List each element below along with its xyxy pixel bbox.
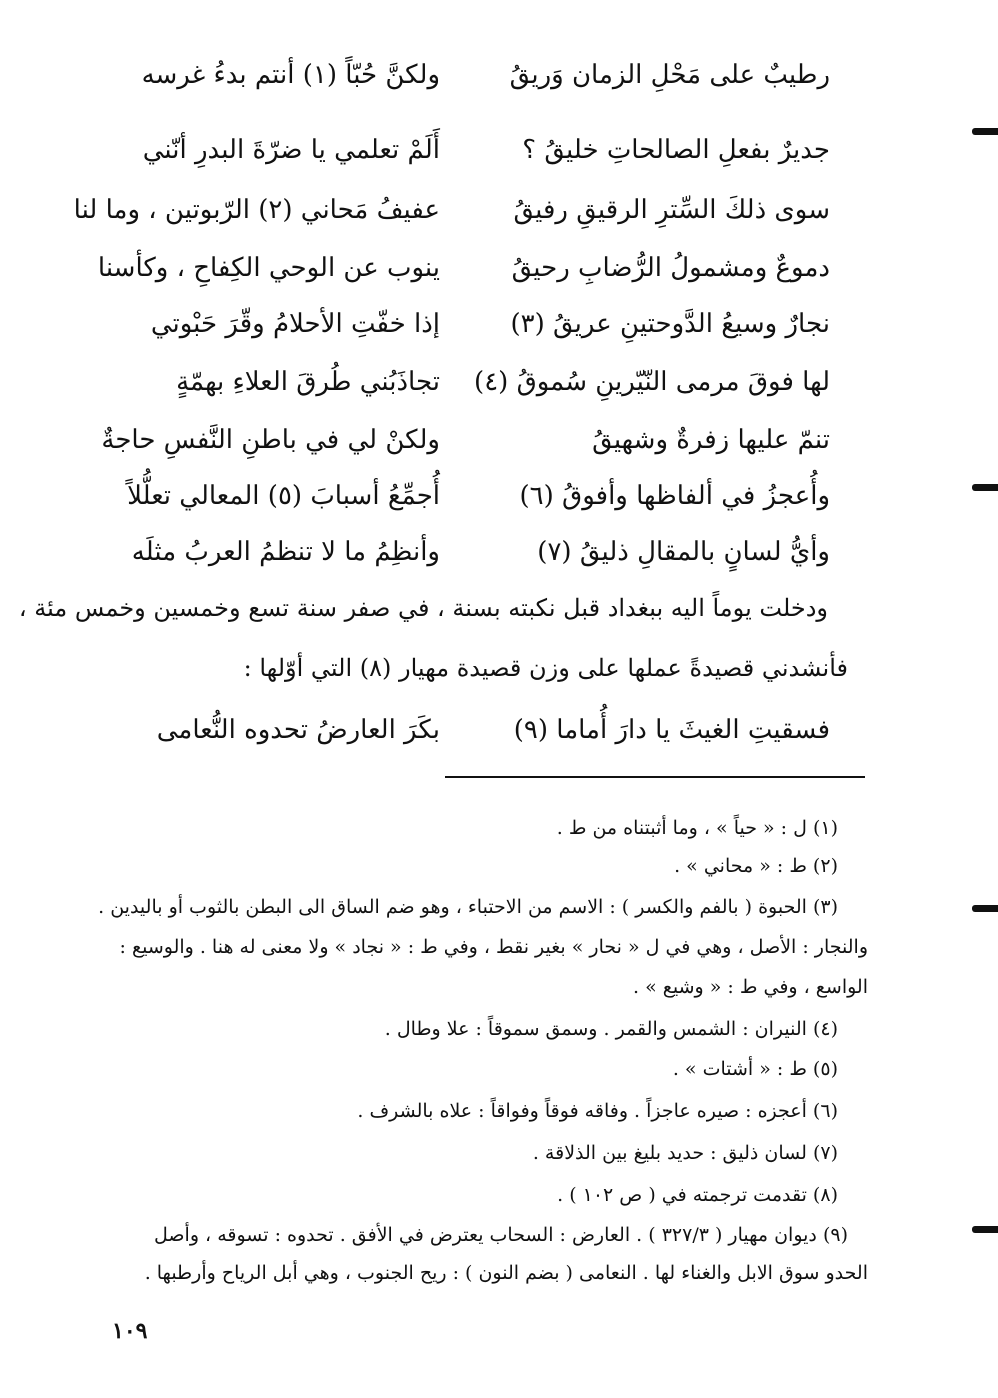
verse-first-hemistich: أُجمِّعُ أسبابَ (٥) المعالي تعلُّلاً — [127, 481, 440, 511]
verse-first-hemistich: وأنظِمُ ما لا تنظمُ العربُ مثلَه — [131, 537, 440, 567]
verse-line — [97, 238, 830, 298]
footnote: (٢) ط : « محاني » . — [674, 855, 838, 877]
quoted-verse — [110, 700, 830, 760]
binding-edge-mark — [972, 484, 998, 491]
verse-line — [73, 180, 830, 240]
verse-first-hemistich: ينوب عن الوحي الكِفاحِ ، وكأسنا — [97, 253, 440, 283]
verse-second-hemistich: سوى ذلكَ السِّترِ الرقيقِ رفيقُ — [513, 195, 830, 225]
verse-first-hemistich: إذا خفّتِ الأحلامُ وقّرَ حَبْوتي — [150, 309, 440, 339]
verse-line — [110, 294, 830, 354]
binding-edge-mark — [972, 128, 998, 135]
footnote-continuation: والنجار : الأصل ، وهي في ل « نحار » بغير نقط ، وفي ط : « نجاد » ولا معنى له هنا . والوسيع : — [119, 936, 868, 958]
binding-edge-mark — [972, 1226, 998, 1233]
verse-second-hemistich: رطيبٌ على مَحْلِ الزمان وَريقُ — [509, 60, 830, 90]
verse-first-hemistich: بكَرَ العارضُ تحدوه النُّعامى — [156, 715, 440, 745]
footnote: (١) ل : « حياً » ، وما أثبتناه من ط . — [556, 817, 838, 839]
verse-line — [110, 352, 830, 412]
verse-first-hemistich: ولكنْ لي في باطنِ النَّفسِ حاجةٌ — [101, 425, 440, 455]
verse-line — [110, 522, 830, 582]
footnote-continuation: الحدو سوق الابل والغناء لها . النعامى ( بضم النون ) : ريح الجنوب ، وهي أبل الرياح وأرطبها . — [144, 1262, 868, 1284]
verse-first-hemistich: تجاذَبُني طُرقَ العلاءِ بهمّةٍ — [176, 367, 440, 397]
prose-line: فأنشدني قصيدةً عملها على وزن قصيدة مهيار (٨) التي أوّلها : — [243, 654, 848, 682]
footnote-separator — [445, 776, 865, 778]
verse-second-hemistich: دموعٌ ومشمولُ الرُّضابِ رحيقُ — [511, 253, 830, 283]
verse-line — [110, 45, 830, 105]
verse-second-hemistich: جديرٌ بفعلِ الصالحاتِ خليقُ ؟ — [522, 135, 830, 165]
footnote: (٥) ط : « أشتات » . — [672, 1058, 838, 1080]
verse-second-hemistich: لها فوقَ مرمى النّيّرينِ سُموقُ (٤) — [474, 367, 830, 397]
verse-second-hemistich: وأُعجزُ في ألفاظها وأفوقُ (٦) — [519, 481, 830, 511]
verse-second-hemistich: وأيُّ لسانٍ بالمقالِ ذليقُ (٧) — [537, 537, 830, 567]
verse-second-hemistich: نجارٌ وسيعُ الدَّوحتينِ عريقُ (٣) — [510, 309, 830, 339]
verse-first-hemistich: عفيفُ مَحاني (٢) الرّبوتين ، وما لنا — [73, 195, 440, 225]
verse-first-hemistich: ولكنَّ حُبّاً (١) أنتم بدءُ غرسه — [141, 60, 440, 90]
verse-line — [101, 410, 830, 470]
footnote-continuation: الواسع ، وفي ط : « وشيع » . — [633, 976, 868, 998]
footnote: (٣) الحبوة ( بالفم والكسر ) : الاسم من الاحتباء ، وهو ضم الساق الى البطن بالثوب أو باليدين . — [98, 896, 838, 918]
verse-second-hemistich: فسقيتِ الغيثَ يا دارَ أُماما (٩) — [513, 715, 830, 745]
footnote: (٧) لسان ذليق : حديد بليغ بين الذلاقة . — [532, 1142, 838, 1164]
verse-second-hemistich: تنمّ عليها زفرةٌ وشهيقُ — [592, 425, 830, 455]
verse-line — [110, 466, 830, 526]
prose-line: ودخلت يوماً اليه ببغداد قبل نكبته بسنة ، في صفر سنة تسع وخمسين وخمس مئة ، — [18, 594, 828, 622]
binding-edge-mark — [972, 905, 998, 912]
verse-line — [110, 120, 830, 180]
verse-first-hemistich: أَلَمْ تعلمي يا ضرّةَ البدرِ أنّني — [142, 135, 440, 165]
footnote: (٨) تقدمت ترجمته في ( ص ١٠٢ ) . — [557, 1184, 838, 1206]
footnote: (٦) أعجزه : صيره عاجزاً . وفاقه فوقاً وفواقاً : علاه بالشرف . — [357, 1100, 838, 1122]
page-number: ١٠٩ — [112, 1318, 148, 1344]
footnote: (٩) ديوان مهيار ( ٣٢٧/٣ ) . العارض : السحاب يعترض في الأفق . تحدوه : تسوقه ، وأصل — [154, 1224, 848, 1246]
footnote: (٤) النيران : الشمس والقمر . وسمق سموقاً : علا وطال . — [384, 1018, 838, 1040]
